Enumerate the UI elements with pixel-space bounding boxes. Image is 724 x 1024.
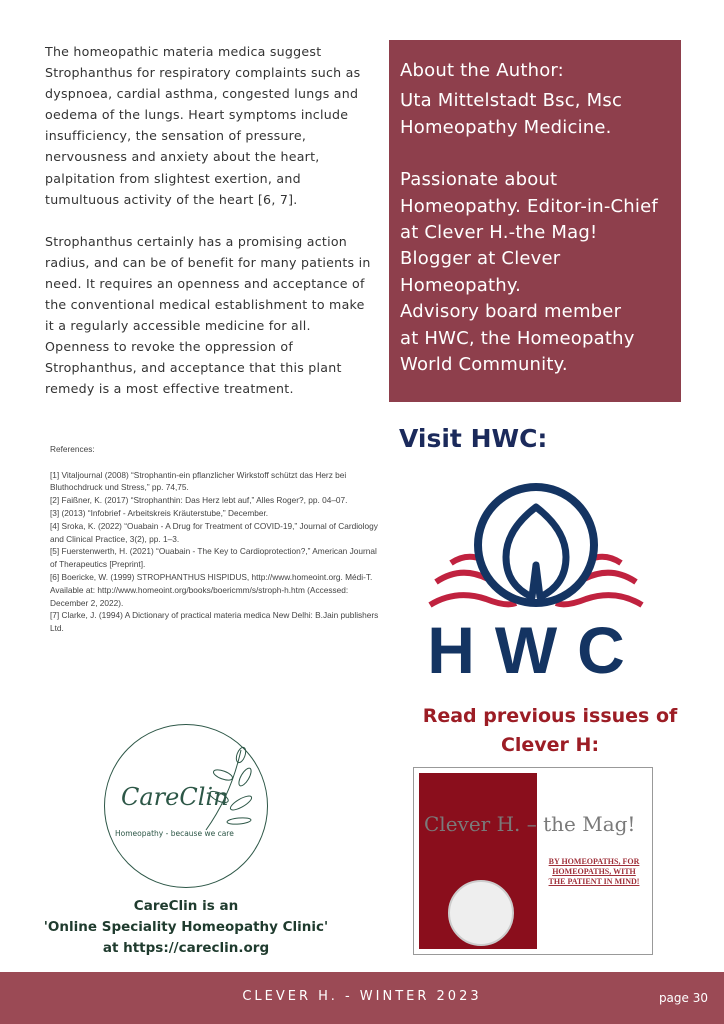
cover-title-left: Clever H.	[424, 812, 521, 836]
previous-issues-heading: Read previous issues of Clever H:	[422, 705, 678, 756]
hwc-logo[interactable]	[426, 475, 646, 685]
reference-item: [2] Faißner, K. (2017) “Strophanthin: Das Herz lebt auf,” Alles Roger?, pp. 04–07.	[50, 495, 348, 506]
reference-item: [1] Vitaljournal (2008) “Strophantin-ein pflanzlicher Wirkstoff schützt das Herz bei Bluthochdruck und Stress,” pp. 74,75.	[50, 469, 347, 493]
reference-item: [3] (2013) “Infobrief - Arbeitskreis Kräuterstube,” December.	[50, 507, 269, 518]
cover-title	[424, 812, 635, 836]
careclin-link[interactable]: at https://careclin.org	[102, 940, 270, 956]
hwc-logo-text: HWC	[427, 613, 645, 685]
page-number: page 30	[658, 991, 708, 1005]
visit-hwc-heading: Visit HWC:	[399, 424, 548, 453]
footer-magazine-title: CLEVER H. - WINTER 2023	[242, 989, 482, 1004]
careclin-description	[26, 896, 346, 959]
references-heading: References:	[50, 444, 95, 454]
author-name: Uta Mittelstadt Bsc, Msc Homeopathy Medicine.	[400, 90, 623, 138]
hwc-flame-icon	[506, 507, 566, 597]
reference-item: [6] Boericke, W. (1999) STROPHANTHUS HISPIDUS, http://www.homeoint.org. Médi-T. Available at: http://www.homeoint.org/books/boericmm/s/stroph-h.htm (Accessed: December 2, 2022).	[50, 571, 373, 608]
careclin-logo-script: CareClin	[121, 783, 229, 811]
author-bio: Passionate about Homeopathy. Editor-in-Chief at Clever H.-the Mag! Blogger at Clever Homeopathy. Advisory board member at HWC, the Homeopathy World Community.	[400, 169, 658, 376]
author-heading: About the Author:	[400, 60, 564, 81]
reference-item: [5] Fuerstenwerth, H. (2021) “Ouabain - The Key to Cardioprotection?,” American Journal of Therapeutics [Preprint].	[50, 546, 377, 570]
article-body	[45, 41, 375, 421]
cover-tagline: BY HOMEOPATHS, FOR HOMEOPATHS, WITH THE PATIENT IN MIND!	[548, 857, 640, 886]
references	[50, 443, 380, 635]
careclin-line: 'Online Speciality Homeopathy Clinic'	[43, 919, 329, 935]
careclin-logo[interactable]	[104, 724, 268, 888]
article-paragraph: The homeopathic materia medica suggest Strophanthus for respiratory complaints such as dyspnoea, cardial asthma, congested lungs and oedema of the lungs. Heart symptoms include insufficiency, the sensation of pressure, nervousness and anxiety about the heart, palpitation from slightest exertion, and tumultuous activity of the heart [6, 7].	[45, 44, 361, 207]
article-paragraph: Strophanthus certainly has a promising action radius, and can be of benefit for many patients in need. It requires an openness and acceptance of the conventional medical establishment to make it a regularly accessible medicine for all. Openness to revoke the oppression of Strophanthus, and acceptance that this plant remedy is a most effective treatment.	[45, 233, 371, 397]
careclin-logo-tagline: Homeopathy - because we care	[115, 829, 234, 838]
previous-issue-cover[interactable]	[413, 767, 653, 955]
portrait-medallion-icon	[448, 880, 514, 946]
reference-item: [4] Sroka, K. (2022) “Ouabain - A Drug for Treatment of COVID-19,” Journal of Cardiology and Clinical Practice, 3(2), pp. 1–3.	[50, 520, 378, 544]
careclin-line: CareClin is an	[133, 898, 239, 914]
cover-title-right: – the Mag!	[526, 812, 636, 836]
page-footer	[0, 972, 724, 1024]
reference-item: [7] Clarke, J. (1994) A Dictionary of practical materia medica New Delhi: B.Jain publishers Ltd.	[50, 610, 379, 634]
about-author-box	[389, 40, 681, 402]
